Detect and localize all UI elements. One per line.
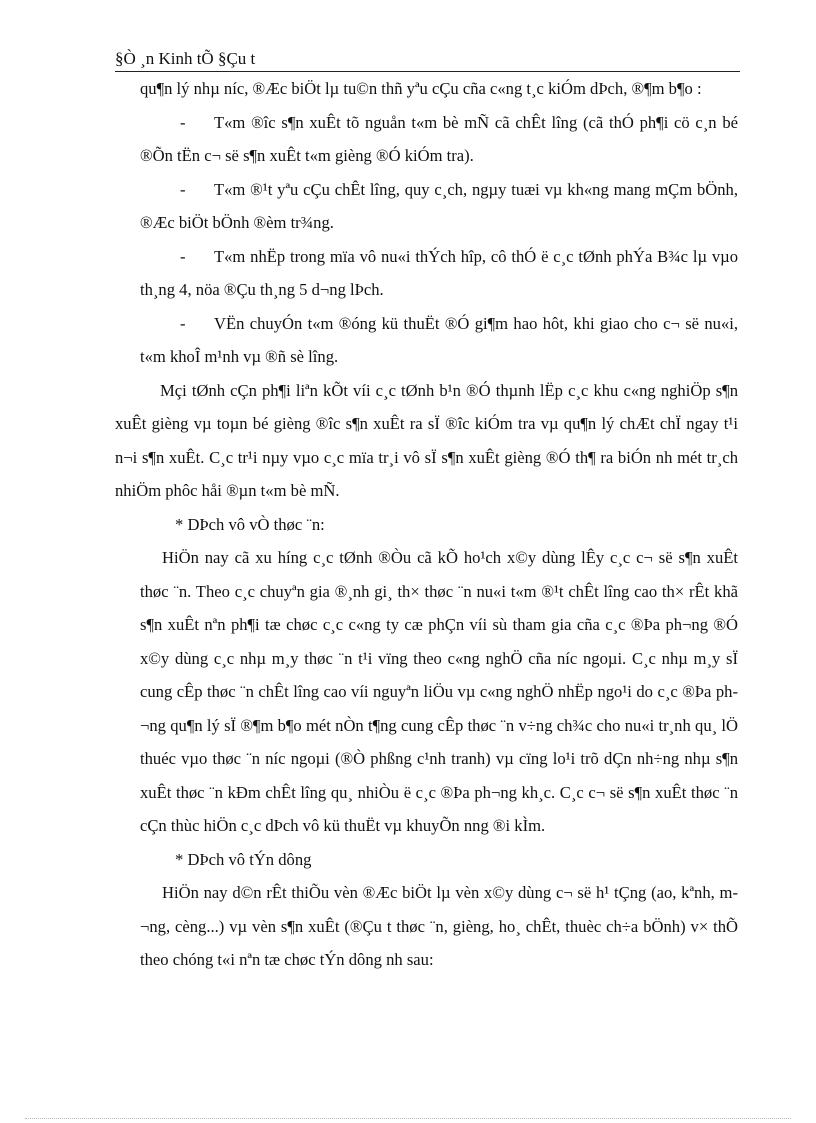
list-item-text: VËn chuyÓn t«m ®óng kü thuËt ®Ó gi¶m hao hôt, khi giao cho c¬ së nu«i, t«m khoÎ m¹nh vµ ®ñ sè lîng. <box>140 313 738 366</box>
paragraph: qu¶n lý nhµ níc, ®Æc biÖt lµ tu©n thñ yªu cÇu cña c«ng t¸c kiÓm dÞch, ®¶m b¶o : <box>140 79 702 98</box>
page-header <box>115 48 740 72</box>
list-item <box>140 106 738 173</box>
section-heading: * DÞch vô tÝn dông <box>175 849 312 869</box>
document-body <box>115 72 738 977</box>
list-item-text: T«m ®¹t yªu cÇu chÊt lîng, quy c¸ch, ngµy tuæi vµ kh«ng mang mÇm bÖnh, ®Æc biÖt bÖnh ®èm tr¾ng. <box>140 179 738 232</box>
header-title: §Ò ¸n Kinh tÕ §Çu t <box>115 49 256 68</box>
list-item <box>140 307 738 374</box>
list-item <box>140 173 738 240</box>
paragraph: HiÖn nay cã xu híng c¸c tØnh ®Òu cã kÕ ho¹ch x©y dùng lÊy c¸c c¬ së s¶n xuÊt thøc ¨n. Theo c¸c chuyªn gia ®¸nh gi¸ th× thøc ¨n nu«i t«m ®¹t chÊt lîng cao th× rÊt khã s¶n xuÊt nªn ph¶i tæ chøc c¸c c«ng ty cæ phÇn víi sù tham gia cña c¸c ®Þa ph¬ng ®Ó x©y dùng c¸c nhµ m¸y thøc ¨n t¹i vïng theo c«ng nghÖ cña níc ngoµi. C¸c nhµ m¸y sÏ cung cÊp thøc ¨n chÊt lîng cao víi nguyªn liÖu vµ c«ng nghÖ nhËp ngo¹i do c¸c ®Þa ph¬ng qu¶n lý sÏ ®¶m b¶o mét nÒn t¶ng cung cÊp thøc ¨n v÷ng ch¾c cho nu«i tr¸nh qu¸ lÖ thuéc vµo thøc ¨n níc ngoµi (®Ò phßng c¹nh tranh) vµ cïng lo¹i trõ dÇn nh÷ng nhµ s¶n xuÊt thøc ¨n kÐm chÊt lîng qu¸ nhiÒu ë c¸c ®Þa ph¬ng kh¸c. C¸c c¬ së s¶n xuÊt thøc ¨n cÇn thùc hiÖn c¸c dÞch vô kü thuËt vµ khuyÕn nng ®i kÌm. <box>140 548 738 835</box>
section-heading: * DÞch vô vÒ thøc ¨n: <box>175 514 325 534</box>
dash-marker: - <box>180 246 186 266</box>
paragraph: HiÖn nay d©n rÊt thiÕu vèn ®Æc biÖt lµ vèn x©y dùng c¬ së h¹ tÇng (ao, kªnh, m¬ng, cèng...) vµ vèn s¶n xuÊt (®Çu t thøc ¨n, gièng, ho¸ chÊt, thuèc ch÷a bÖnh) v× thÕ theo chóng t«i nªn tæ chøc tÝn dông nh sau: <box>140 883 738 969</box>
dash-marker: - <box>180 313 186 333</box>
list-item-text: T«m nhËp trong mïa vô nu«i thÝch hîp, cô thÓ ë c¸c tØnh phÝa B¾c lµ vµo th¸ng 4, nöa ®Çu th¸ng 5 d¬ng lÞch. <box>140 246 738 299</box>
dash-marker: - <box>180 179 186 199</box>
list-item <box>140 240 738 307</box>
dash-marker: - <box>180 112 186 132</box>
list-item-text: T«m ®îc s¶n xuÊt tõ nguån t«m bè mÑ cã chÊt lîng (cã thÓ ph¶i cö c¸n bé ®Õn tËn c¬ së s¶n xuÊt t«m gièng ®Ó kiÓm tra). <box>140 112 738 165</box>
page-bottom-divider <box>25 1118 791 1119</box>
paragraph: Mçi tØnh cÇn ph¶i liªn kÕt víi c¸c tØnh b¹n ®Ó thµnh lËp c¸c khu c«ng nghiÖp s¶n xuÊt gièng vµ toµn bé gièng ®îc s¶n xuÊt ra sÏ ®îc kiÓm tra vµ qu¶n lý chÆt chÏ ngay t¹i n¬i s¶n xuÊt. C¸c tr¹i nµy vµo c¸c mïa tr¸i vô sÏ s¶n xuÊt gièng ®Ó th¶ ra biÓn nh mét tr¸ch nhiÖm phôc håi ®µn t«m bè mÑ. <box>115 380 738 500</box>
